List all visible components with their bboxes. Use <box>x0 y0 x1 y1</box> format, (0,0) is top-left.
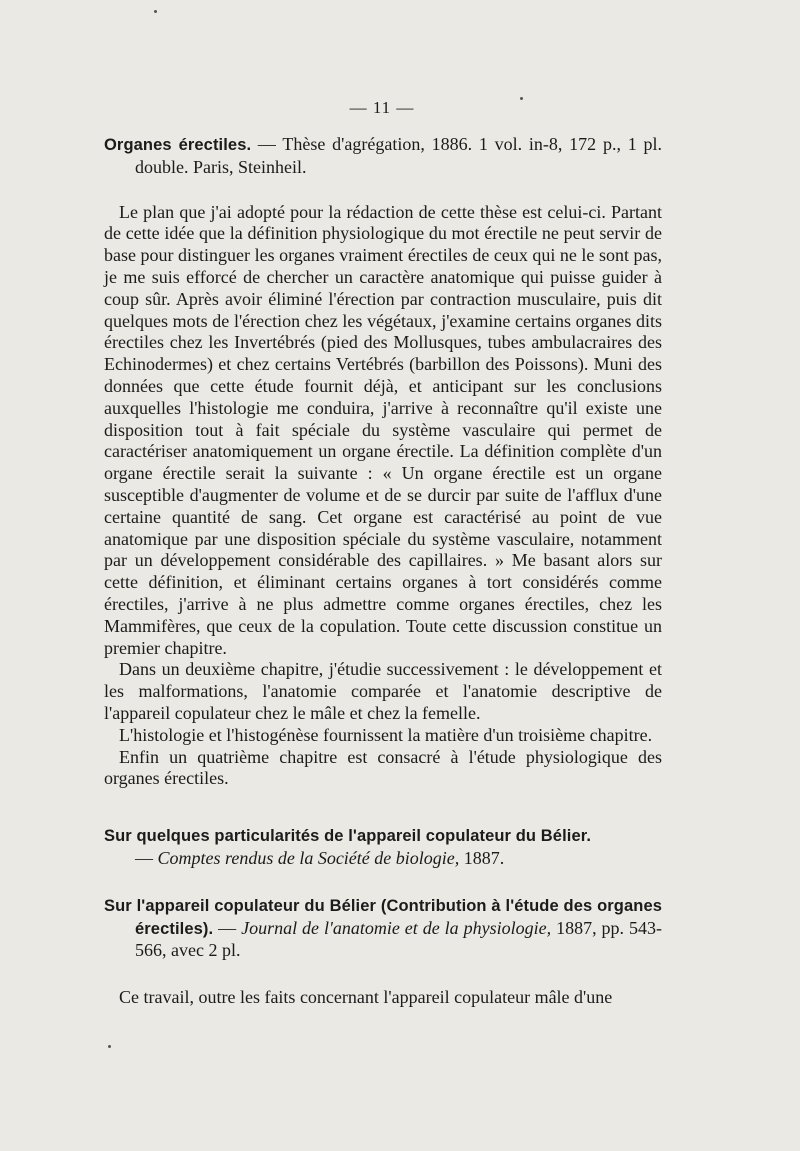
ink-speck <box>108 1045 111 1048</box>
entry-details: 1887, pp. 543-566, avec 2 pl. <box>135 917 662 961</box>
page-content <box>104 134 662 1009</box>
entry-dash: — <box>213 917 242 938</box>
bibliography-entry <box>104 825 662 870</box>
body-paragraph: L'histologie et l'histogénèse fournissent la matière d'un troisième chapitre. <box>119 724 653 745</box>
entry-dash: — <box>135 847 158 868</box>
entry-journal: Journal de l'anatomie et de la physiologie, <box>241 917 552 938</box>
entry-details: 1887. <box>459 847 505 868</box>
page-number: — 11 — <box>349 98 415 117</box>
body-paragraph: Le plan que j'ai adopté pour la rédaction de cette thèse est celui-ci. Partant de cette idée que la définition physiologique du mot érectile ne peut servir de base pour distinguer les organes vraiment érectiles de ceux qui ne le sont pas, je me suis efforcé de chercher un caractère anatomique qui puisse guider à coup sûr. Après avoir éliminé l'érection par contraction musculaire, puis dit quelques mots de l'érection chez les végétaux, j'examine certains organes dits érectiles chez les Invertébrés (pied des Mollusques, tubes ambulacraires des Echinodermes) et chez certains Vertébrés (barbillon des Poissons). Muni des données que cette étude fournit déjà, et anticipant sur les conclusions auxquelles l'histologie me conduira, j'arrive à reconnaître qu'il existe une disposition tout à fait spéciale du système vasculaire qui permet de caractériser anatomiquement un organe érectile. La définition complète d'un organe érectile serait la suivante : « Un organe érectile est un organe susceptible d'augmenter de volume et de se durcir par suite de l'afflux d'une certaine quantité de sang. Cet organe est caractérisé au point de vue anatomique par une disposition spéciale du système vasculaire, notamment par un développement considérable des capillaires. » Me basant alors sur cette définition, et éliminant certains organes à tort considérés comme érectiles, j'arrive à ne plus admettre comme organes érectiles, chez les Mammifères, que ceux de la copulation. Toute cette discussion constitue un premier chapitre. <box>104 201 662 658</box>
entry-title: Organes érectiles. <box>104 136 252 154</box>
bibliography-entry <box>104 134 662 179</box>
spacer <box>104 179 662 202</box>
entry-title: Sur quelques particularités de l'appareil copulateur du Bélier. <box>104 827 592 846</box>
body-paragraph: Ce travail, outre les faits concernant l'appareil copulateur mâle d'une <box>119 987 613 1008</box>
body-paragraph: Dans un deuxième chapitre, j'étudie successivement : le développement et les malformations, l'anatomie comparée et l'anatomie descriptive de l'appareil copulateur chez le mâle et chez la femelle. <box>104 659 662 723</box>
ink-speck <box>520 97 523 100</box>
entry-details: — Thèse d'agrégation, 1886. 1 vol. in-8, 172 p., 1 pl. double. Paris, Steinheil. <box>135 134 662 177</box>
spacer <box>104 962 662 987</box>
entry-journal: Comptes rendus de la Société de biologie, <box>157 847 460 868</box>
spacer <box>104 790 662 825</box>
bibliography-entry <box>104 895 662 962</box>
body-paragraph: Enfin un quatrième chapitre est consacré à l'étude physiologique des organes érectiles. <box>104 746 662 789</box>
ink-speck <box>154 10 157 13</box>
spacer <box>104 870 662 895</box>
entry-title: Sur l'appareil copulateur du Bélier (Contribution à l'étude des organes érectiles). <box>104 896 662 938</box>
